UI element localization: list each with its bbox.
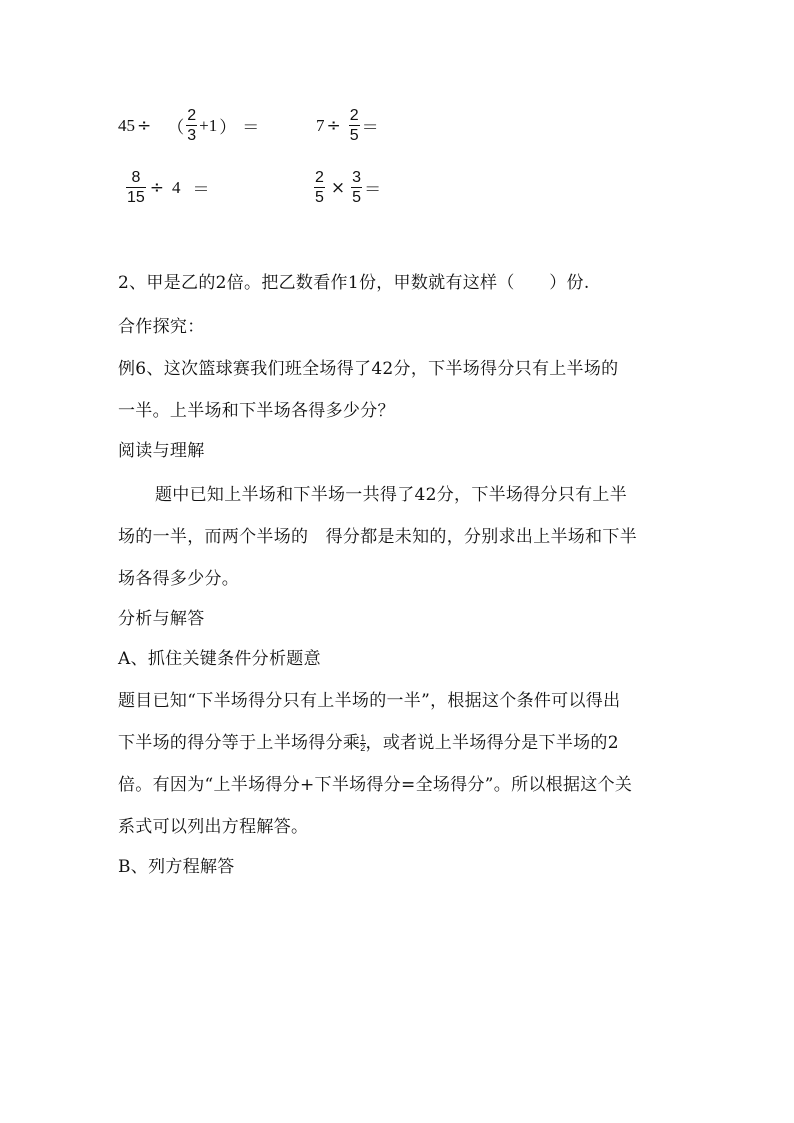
- example-6-line-1: 例6、这次篮球赛我们班全场得了42分，下半场得分只有上半场的: [118, 359, 619, 379]
- heading-cooperative-inquiry: 合作探究：: [118, 317, 205, 337]
- exercise-1: [118, 106, 259, 145]
- divide-sign: ÷: [149, 177, 165, 198]
- equals-sign: ＝: [192, 180, 210, 200]
- exercise-2: [316, 106, 379, 145]
- exercise-1-lead: 45: [118, 115, 135, 135]
- reading-line-3: 场各得多少分。: [118, 569, 240, 589]
- analysis-line-1: 题目已知“下半场得分只有上半场的一半”，根据这个条件可以得出: [118, 691, 621, 711]
- section-a-title: A、抓住关键条件分析题意: [118, 649, 321, 669]
- equals-sign: ＝: [361, 118, 379, 138]
- exercise-4: [314, 168, 381, 207]
- open-paren: （: [167, 118, 185, 138]
- fraction-one-half: $\frac{1}{2}$: [360, 733, 366, 753]
- divide-sign: ÷: [137, 115, 152, 136]
- heading-reading: 阅读与理解: [118, 441, 205, 461]
- fraction-eight-fifteenths: $\frac{8}{15}$: [127, 169, 145, 206]
- analysis-line-3: 倍。有因为“上半场得分+下半场得分=全场得分”。所以根据这个关: [118, 775, 633, 795]
- heading-analysis: 分析与解答: [118, 609, 205, 629]
- analysis-line-2-end: ，或者说上半场得分是下半场的2: [365, 733, 619, 753]
- fraction-two-thirds: $\frac{2}{3}$: [187, 107, 197, 144]
- reading-line-1: 题中已知上半场和下半场一共得了42分，下半场得分只有上半: [155, 485, 628, 505]
- times-sign: ×: [330, 177, 346, 198]
- plus-one: +1: [199, 115, 218, 135]
- reading-line-2: 场的一半，而两个半场的 得分都是未知的，分别求出上半场和下半: [118, 527, 637, 547]
- close-paren: ）: [219, 118, 237, 138]
- divide-sign: ÷: [326, 115, 341, 136]
- analysis-line-2: [118, 732, 619, 754]
- section-b-title: B、列方程解答: [118, 857, 235, 877]
- equals-sign: ＝: [364, 180, 382, 200]
- fraction-three-fifths: $\frac{3}{5}$: [352, 169, 362, 206]
- analysis-line-4: 系式可以列出方程解答。: [118, 817, 309, 837]
- equals-sign: ＝: [242, 118, 260, 138]
- analysis-line-2-start: 下半场的得分等于上半场得分乘: [118, 733, 361, 753]
- fraction-two-fifths: $\frac{2}{5}$: [315, 169, 324, 206]
- exercise-3: [126, 168, 210, 207]
- fraction-two-fifths: $\frac{2}{5}$: [349, 107, 359, 144]
- example-6-line-2: 一半。上半场和下半场各得多少分？: [118, 401, 395, 421]
- exercise-2-lead: 7: [316, 115, 325, 135]
- exercise-3-value: 4: [172, 177, 181, 197]
- question-2: 2、甲是乙的2倍。把乙数看作1份，甲数就有这样（ ）份.: [118, 273, 590, 293]
